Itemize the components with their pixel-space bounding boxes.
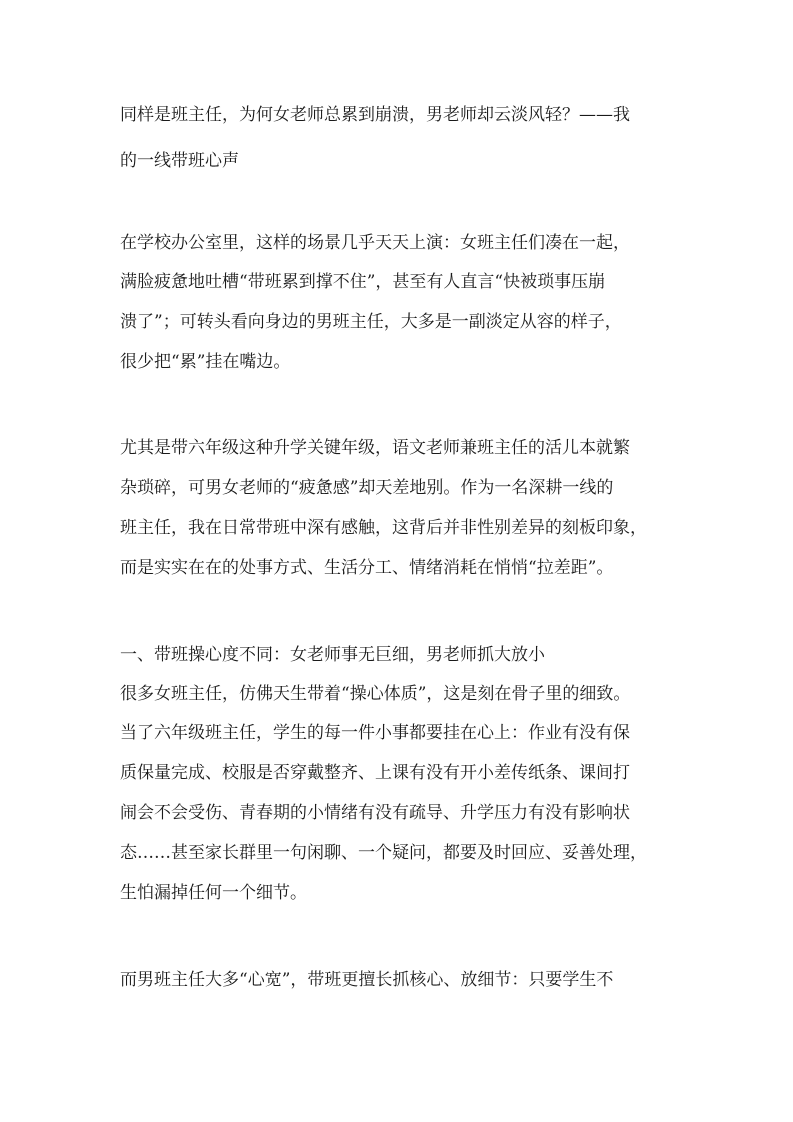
paragraph-2-line-1: 尤其是带六年级这种升学关键年级，语文老师兼班主任的活儿本就繁 <box>120 438 630 458</box>
paragraph-3-line-1: 很多女班主任，仿佛天生带着“操心体质”，这是刻在骨子里的细致。 <box>120 684 631 704</box>
paragraph-1-line-1: 在学校办公室里，这样的场景几乎天天上演：女班主任们凑在一起， <box>120 233 630 253</box>
paragraph-4-line-1: 而男班主任大多“心宽”，带班更擅长抓核心、放细节：只要学生不 <box>120 970 614 990</box>
paragraph-3-line-4: 闹会不会受伤、青春期的小情绪有没有疏导、升学压力有没有影响状 <box>120 803 630 823</box>
paragraph-3-line-6: 生怕漏掉任何一个细节。 <box>120 883 307 903</box>
paragraph-1-line-4: 很少把“累”挂在嘴边。 <box>120 352 291 372</box>
paragraph-1-line-3: 溃了”；可转头看向身边的男班主任，大多是一副淡定从容的样子， <box>120 312 622 332</box>
paragraph-2-line-3: 班主任，我在日常带班中深有感触，这背后并非性别差异的刻板印象， <box>120 518 647 538</box>
paragraph-1-line-2: 满脸疲惫地吐槽“带班累到撑不住”，甚至有人直言“快被琐事压崩 <box>120 272 606 292</box>
paragraph-3-line-5: 态……甚至家长群里一句闲聊、一个疑问，都要及时回应、妥善处理， <box>120 843 647 863</box>
paragraph-2-line-4: 而是实实在在的处事方式、生活分工、情绪消耗在悄悄“拉差距”。 <box>120 558 614 578</box>
paragraph-2-line-2: 杂琐碎，可男女老师的“疲惫感”却天差地别。作为一名深耕一线的 <box>120 478 614 498</box>
title-line-1: 同样是班主任，为何女老师总累到崩溃，男老师却云淡风轻？——我 <box>120 105 630 125</box>
paragraph-3-line-3: 质保量完成、校服是否穿戴整齐、上课有没有开小差传纸条、课间打 <box>120 763 630 783</box>
document-page <box>120 0 680 1122</box>
section-heading-1: 一、带班操心度不同：女老师事无巨细，男老师抓大放小 <box>120 645 545 665</box>
title-line-2: 的一线带班心声 <box>120 151 239 171</box>
paragraph-3-line-2: 当了六年级班主任，学生的每一件小事都要挂在心上：作业有没有保 <box>120 723 630 743</box>
